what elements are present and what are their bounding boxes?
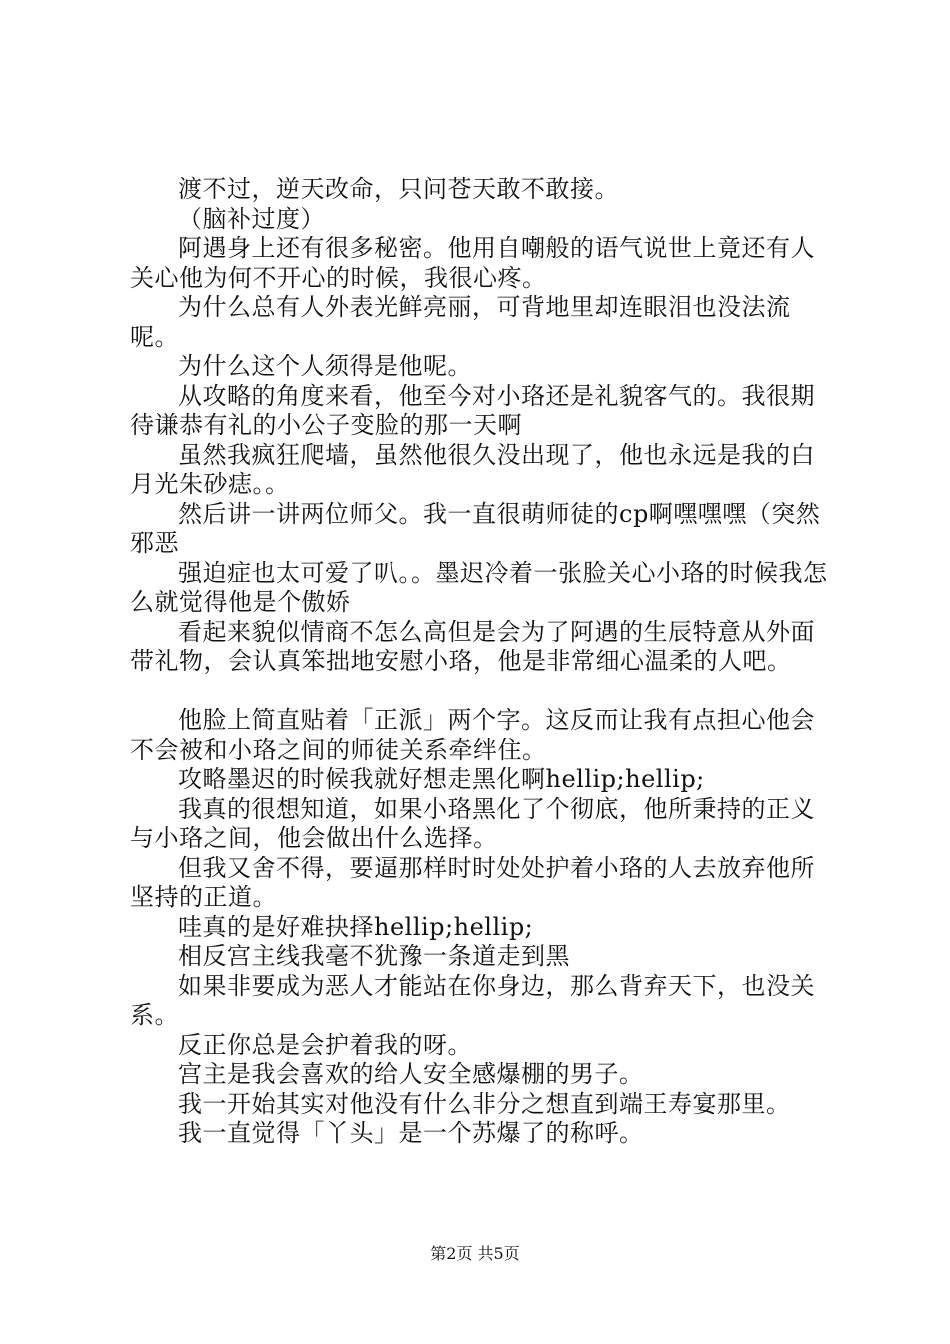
paragraph: 宫主是我会喜欢的给人安全感爆棚的男子。 (178, 1060, 644, 1088)
paragraph: 但我又舍不得，要逼那样时时处处护着小珞的人去放弃他所坚持的正道。 (130, 853, 815, 911)
paragraph: 渡不过，逆天改命，只问苍天敢不敢接。 (178, 175, 619, 203)
paragraph: 哇真的是好难抉择hellip;hellip; (178, 912, 534, 941)
paragraph: 从攻略的角度来看，他至今对小珞还是礼貌客气的。我很期待谦恭有礼的小公子变脸的那一天啊 (130, 381, 815, 439)
paragraph: 如果非要成为恶人才能站在你身边，那么背弃天下，也没关系。 (130, 971, 815, 1029)
paragraph: 然后讲一讲两位师父。我一直很萌师徒的cp啊嘿嘿嘿（突然邪恶 (130, 499, 821, 557)
paragraph: 反正你总是会护着我的呀。 (178, 1030, 472, 1059)
paragraph: 我一直觉得「丫头」是一个苏爆了的称呼。 (178, 1119, 644, 1147)
paragraph: 他脸上简直贴着「正派」两个字。这反而让我有点担心他会不会被和小珞之间的师徒关系牵绊住。 (130, 706, 815, 764)
paragraph: 强迫症也太可爱了叭。。墨迟冷着一张脸关心小珞的时候我怎么就觉得他是个傲娇 (130, 558, 828, 616)
paragraph: 阿遇身上还有很多秘密。他用自嘲般的语气说世上竟还有人关心他为何不开心的时候，我很心疼。 (130, 234, 815, 292)
paragraph: 虽然我疯狂爬墙，虽然他很久没出现了，他也永远是我的白月光朱砂痣。。 (130, 440, 815, 498)
paragraph: 我一开始其实对他没有什么非分之想直到端王寿宴那里。 (178, 1089, 791, 1118)
paragraph: 为什么总有人外表光鲜亮丽，可背地里却连眼泪也没法流呢。 (130, 293, 791, 351)
page-footer (0, 1244, 950, 1264)
paragraph: 我真的很想知道，如果小珞黑化了个彻底，他所秉持的正义与小珞之间，他会做出什么选择。 (130, 794, 815, 852)
paragraph: 相反宫主线我毫不犹豫一条道走到黑 (178, 942, 570, 970)
document-body (130, 175, 835, 1149)
paragraph: 看起来貌似情商不怎么高但是会为了阿遇的生辰特意从外面带礼物，会认真笨拙地安慰小珞，他是非常细心温柔的人吧。 (130, 617, 815, 675)
paragraph: 攻略墨迟的时候我就好想走黑化啊hellip;hellip; (178, 765, 705, 793)
paragraph: 为什么这个人须得是他呢。 (178, 352, 472, 380)
paragraph: （脑补过度） (178, 204, 325, 233)
page-number-label: 第2页 共5页 (430, 1244, 520, 1263)
blank-line (130, 677, 835, 707)
